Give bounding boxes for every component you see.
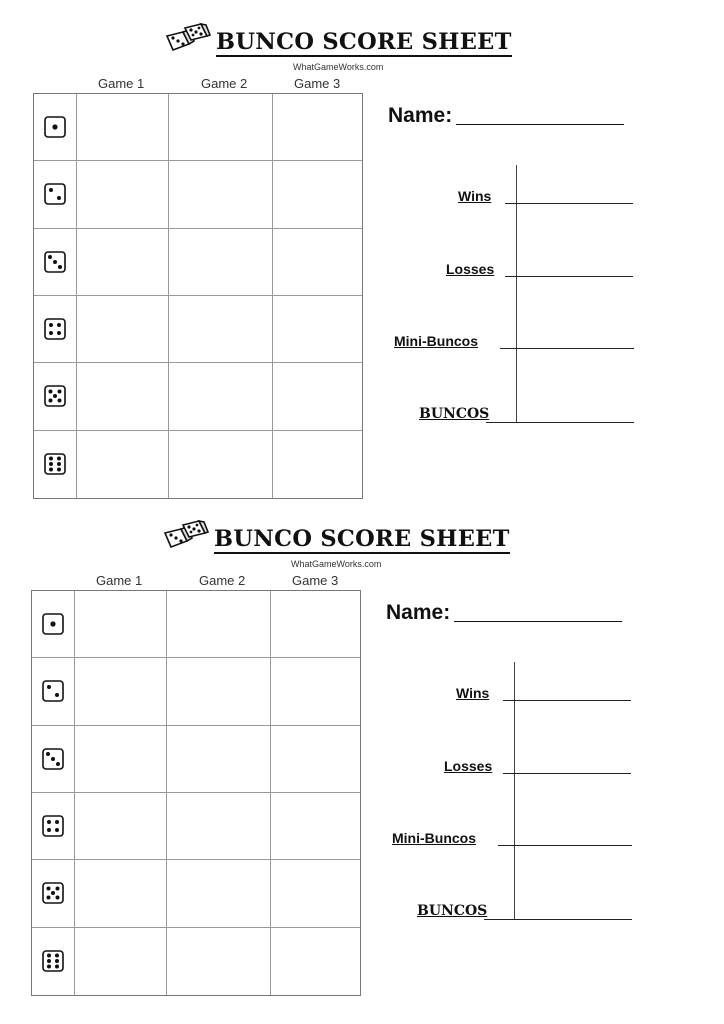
score-cell[interactable] <box>169 431 273 498</box>
score-sheet-1 <box>0 0 724 505</box>
die-four-icon <box>44 318 66 340</box>
die-three-icon <box>42 748 64 770</box>
die-five-icon <box>42 882 64 904</box>
die-six-icon <box>44 453 66 475</box>
die-cell <box>34 431 77 498</box>
die-cell <box>32 928 75 995</box>
score-cell[interactable] <box>271 658 360 725</box>
sheet-header <box>163 20 543 72</box>
score-cell[interactable] <box>75 793 167 860</box>
buncos-line[interactable] <box>486 422 634 423</box>
mini-buncos-label: Mini-Buncos <box>394 333 478 349</box>
column-header-game-1: Game 1 <box>96 573 143 588</box>
mini-buncos-line[interactable] <box>500 348 634 349</box>
losses-line[interactable] <box>505 276 633 277</box>
score-cell[interactable] <box>169 363 273 430</box>
score-cell[interactable] <box>75 726 167 793</box>
name-line[interactable] <box>454 621 622 622</box>
score-cell[interactable] <box>169 229 273 296</box>
score-cell[interactable] <box>271 591 360 658</box>
score-cell[interactable] <box>271 726 360 793</box>
die-six-icon <box>42 950 64 972</box>
column-header-game-3: Game 3 <box>292 573 339 588</box>
score-cell[interactable] <box>167 726 271 793</box>
die-cell <box>34 229 77 296</box>
die-two-icon <box>44 183 66 205</box>
score-cell[interactable] <box>273 229 362 296</box>
wins-line[interactable] <box>503 700 631 701</box>
column-header-game-2: Game 2 <box>201 76 248 91</box>
die-one-icon <box>44 116 66 138</box>
die-five-icon <box>44 385 66 407</box>
dice-pair-icon <box>163 22 211 58</box>
name-line[interactable] <box>456 124 624 125</box>
name-field[interactable] <box>388 104 624 128</box>
score-cell[interactable] <box>167 658 271 725</box>
score-cell[interactable] <box>77 229 169 296</box>
score-cell[interactable] <box>273 363 362 430</box>
die-one-icon <box>42 613 64 635</box>
dice-pair-icon <box>161 519 209 555</box>
score-cell[interactable] <box>77 94 169 161</box>
die-three-icon <box>44 251 66 273</box>
column-header-game-3: Game 3 <box>294 76 341 91</box>
score-cell[interactable] <box>271 793 360 860</box>
score-cell[interactable] <box>75 928 167 995</box>
die-four-icon <box>42 815 64 837</box>
sheet-header <box>161 517 541 569</box>
score-grid <box>31 590 361 996</box>
score-cell[interactable] <box>273 296 362 363</box>
site-url: WhatGameWorks.com <box>291 559 382 569</box>
score-cell[interactable] <box>167 928 271 995</box>
die-cell <box>34 94 77 161</box>
score-cell[interactable] <box>271 928 360 995</box>
name-label: Name: <box>386 601 451 624</box>
die-cell <box>34 161 77 228</box>
mini-buncos-label: Mini-Buncos <box>392 830 476 846</box>
score-cell[interactable] <box>75 658 167 725</box>
column-headers <box>76 76 366 92</box>
score-cell[interactable] <box>169 296 273 363</box>
score-cell[interactable] <box>273 161 362 228</box>
name-field[interactable] <box>386 601 622 625</box>
wins-label: Wins <box>458 188 492 204</box>
sheet-title: BUNCO SCORE SHEET <box>214 526 510 552</box>
score-sheet-2 <box>0 497 724 1002</box>
score-cell[interactable] <box>169 94 273 161</box>
column-header-game-1: Game 1 <box>98 76 145 91</box>
die-two-icon <box>42 680 64 702</box>
score-cell[interactable] <box>167 860 271 927</box>
column-header-game-2: Game 2 <box>199 573 246 588</box>
score-cell[interactable] <box>169 161 273 228</box>
losses-label: Losses <box>444 758 493 774</box>
score-grid <box>33 93 363 499</box>
buncos-label: BUNCOS <box>417 903 488 919</box>
score-cell[interactable] <box>167 793 271 860</box>
name-label: Name: <box>388 104 453 127</box>
die-cell <box>32 591 75 658</box>
die-cell <box>32 793 75 860</box>
score-cell[interactable] <box>271 860 360 927</box>
score-cell[interactable] <box>273 94 362 161</box>
score-cell[interactable] <box>75 860 167 927</box>
die-cell <box>32 860 75 927</box>
die-cell <box>34 363 77 430</box>
die-cell <box>32 726 75 793</box>
die-cell <box>32 658 75 725</box>
sheet-title: BUNCO SCORE SHEET <box>216 29 512 55</box>
score-cell[interactable] <box>75 591 167 658</box>
score-cell[interactable] <box>77 296 169 363</box>
column-headers <box>74 573 364 589</box>
score-cell[interactable] <box>167 591 271 658</box>
score-cell[interactable] <box>77 431 169 498</box>
die-cell <box>34 296 77 363</box>
buncos-line[interactable] <box>484 919 632 920</box>
score-cell[interactable] <box>77 363 169 430</box>
losses-label: Losses <box>446 261 495 277</box>
score-cell[interactable] <box>273 431 362 498</box>
losses-line[interactable] <box>503 773 631 774</box>
score-cell[interactable] <box>77 161 169 228</box>
wins-line[interactable] <box>505 203 633 204</box>
site-url: WhatGameWorks.com <box>293 62 384 72</box>
wins-label: Wins <box>456 685 490 701</box>
buncos-label: BUNCOS <box>419 406 490 422</box>
mini-buncos-line[interactable] <box>498 845 632 846</box>
